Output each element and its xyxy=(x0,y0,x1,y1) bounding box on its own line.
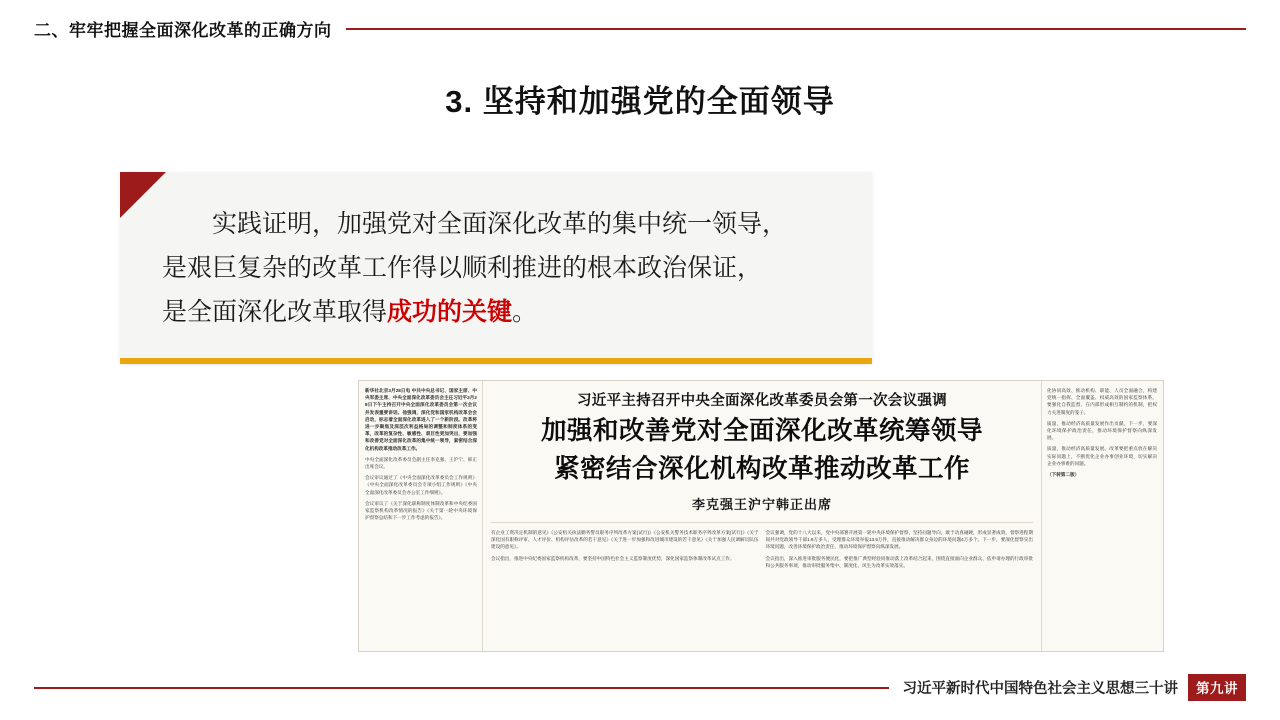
header-divider xyxy=(346,28,1247,30)
newspaper-right-column xyxy=(1041,381,1163,651)
newspaper-right-paragraph-3: 质量，推动经济高质量发展。改革要把重点放在解决实际问题上，不断优化企业办事创业环境，切实解决企业办事难的问题。 xyxy=(1047,446,1157,466)
newspaper-body-1-paragraph-1: 有企业工资决定机制的意见》《公安机关执法勤务警员职务序列改革方案(试行)》《公安机关警务技术职务序列改革方案(试行)》《关于深化国有职称评审、人才评价、机构评估改革的若干意见》《关于进一步加强和改进城市建设的若干意见》《关于加强人民调解员队伍建设的意见》。 xyxy=(491,530,759,550)
quote-line-2: 是艰巨复杂的改革工作得以顺利推进的根本政治保证， xyxy=(162,254,763,282)
slide-header xyxy=(34,14,1246,42)
newspaper-left-paragraph-4: 会议审议了《关于深化职称制度体制改革和中央纪委国家监察机构改革情况的报告》《关于第一轮中央环境保护督察总结和下一步工作考虑的报告》。 xyxy=(365,500,477,521)
newspaper-continuation-note: （下转第二版） xyxy=(1047,472,1080,478)
slide-footer xyxy=(34,674,1246,700)
newspaper-body-2-paragraph-1: 会议强调，党的十八大以来，党中央部署开展第一轮中央环境保护督察，坚持问题导向，敢于动真碰硬，形成显著成效，督察进程期间共对党政领导干部1.8万多人，受理群众环境举报13.5万件，直接推动解决群众身边的环境问题4万多个。下一步，要深化督察实出环境问题，改善环境保护政治责任，推动环境保护督察向纵深发展。 xyxy=(765,530,1033,550)
footer-divider xyxy=(34,687,889,689)
quote-text xyxy=(162,202,842,334)
newspaper-body-1-paragraph-2: 会议指出，推进中央纪委国家监察机构改革，要坚持中国特色社会主义监察制度优势，深化国家监察体制改革试点工作。 xyxy=(491,555,735,561)
corner-flag-decoration xyxy=(120,172,166,218)
newspaper-clipping-image xyxy=(358,380,1164,652)
newspaper-body-column-2 xyxy=(766,529,1034,647)
footer-series-title: 习近平新时代中国特色社会主义思想三十讲 xyxy=(902,680,1178,697)
newspaper-body-2-paragraph-2: 会议指出，深入推进审批服务便民化，要把推广典型经验同推动落上改革结合起来，围绕直接面向企业群众、依申请办理的行政审批和公共服务事项，推动审批服务集中、制度化、风生为改革实效落实。 xyxy=(765,555,1033,568)
quote-line-3-suffix: 。 xyxy=(512,298,538,326)
page-title: 3. 坚持和加强党的全面领导 xyxy=(445,84,835,119)
newspaper-left-paragraph-3: 会议审议通过了《中央全面深化改革委员会工作规则》《中央全面深化改革委员会专项小组工作规则》《中央全面深化改革委员会办公室工作细则》。 xyxy=(365,475,477,495)
newspaper-left-paragraph-1: 新华社北京3月28日电 中共中央总书记、国家主席、中央军委主席、中央全面深化改革委员会主任习近平3月28日下午主持召开中央全面深化改革委员会第一次会议并发表重要讲话。他强调，深化党和国家机构改革会会启动，标志着全面深化改革进入了一个新阶段。改革将进一步聚焦及深层次利益格局的调整和制度体系的变革，改革的复杂性、敏感性、艰巨性更加突出，要加强和改善党对全面深化改革的集中统一领导，紧密结合深化机构改革推动改革工作。 xyxy=(365,388,477,451)
quote-line-3-prefix: 是全面深化改革取得 xyxy=(162,298,388,326)
newspaper-subheadline: 李克强王沪宁韩正出席 xyxy=(691,497,832,512)
newspaper-headline-line-1: 加强和改善党对全面深化改革统筹领导 xyxy=(540,417,983,445)
newspaper-kicker: 习近平主持召开中央全面深化改革委员会第一次会议强调 xyxy=(577,393,947,409)
section-label: 二、牢牢把握全面深化改革的正确方向 xyxy=(34,20,332,40)
quote-underline-decoration xyxy=(120,358,872,364)
quote-line-3 xyxy=(162,290,842,334)
newspaper-center-column xyxy=(483,381,1041,651)
newspaper-body-column-1 xyxy=(491,529,759,647)
newspaper-right-paragraph-2: 质量，推动经济高质量发展作出贡献。下一步，要深化环境保护政治责任，推动环境保护督察向纵深发展。 xyxy=(1047,420,1157,441)
newspaper-left-column xyxy=(359,381,483,651)
quote-line-1: 实践证明，加强党对全面深化改革的集中统一领导， xyxy=(212,210,788,238)
newspaper-body-columns xyxy=(491,522,1033,647)
newspaper-headline-line-2: 紧密结合深化机构改革推动改革工作 xyxy=(553,455,970,483)
footer-lecture-badge: 第九讲 xyxy=(1188,674,1246,701)
newspaper-right-paragraph-1: 化协同高效、推动机构、职能、人员全面融合，构建党统一指挥、全面覆盖、权威高效的国家监察体系。要强化自我监督、在内部形成相互制约的机制，把权力关进制度的笼子。 xyxy=(1047,388,1157,415)
newspaper-left-paragraph-2: 中央全面深化改革委员会副主任李克强、王沪宁、韩正出席会议。 xyxy=(365,456,477,470)
quote-highlight: 成功的关键 xyxy=(387,298,513,326)
quote-card xyxy=(120,172,872,364)
